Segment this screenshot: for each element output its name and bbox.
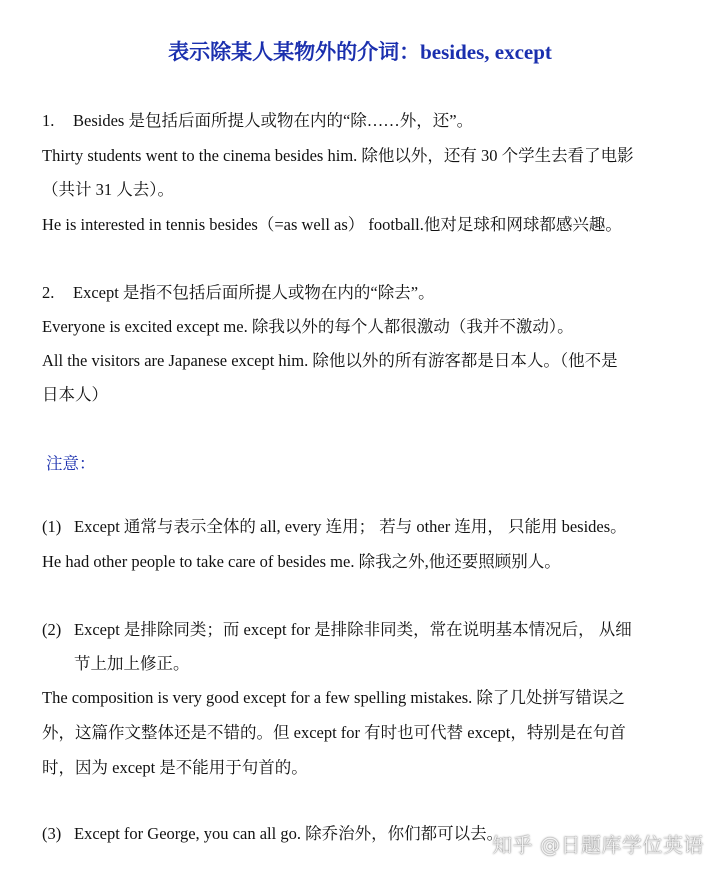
- section2-heading-text: Except 是指不包括后面所提人或物在内的“除去”。: [73, 283, 435, 302]
- note3-number: (3): [42, 824, 62, 843]
- note1-rule: [42, 516, 698, 538]
- note1-text: Except 通常与表示全体的 all, every 连用； 若与 other 连用， 只能用 besides。: [74, 517, 627, 536]
- section2-example1: Everyone is excited except me. 除我以外的每个人都很激动（我并不激动）。: [42, 317, 574, 336]
- note2-text-line1: Except 是排除同类；而 except for 是排除非同类，常在说明基本情况后， 从细: [74, 620, 632, 639]
- note2-rule: [42, 619, 698, 641]
- section2-number: 2.: [42, 283, 55, 302]
- page-title: 表示除某人某物外的介词：besides, except: [168, 40, 552, 64]
- note2-text-line2: 节上加上修正。: [74, 654, 190, 673]
- note-label: 注意：: [46, 454, 96, 473]
- note1-number: (1): [42, 517, 62, 536]
- note3-text: Except for George, you can all go. 除乔治外，你们都可以去。: [74, 824, 504, 843]
- note2-number: (2): [42, 620, 62, 639]
- zhihu-watermark: 知乎 @日题库学位英语: [492, 833, 704, 857]
- section1-example1-line1: Thirty students went to the cinema besides him. 除他以外，还有 30 个学生去看了电影: [42, 146, 634, 165]
- section1-heading: [42, 110, 698, 132]
- section2-example2-line2: 日本人）: [42, 385, 108, 404]
- section2-heading: [42, 282, 698, 304]
- section2-example2-line1: All the visitors are Japanese except him. 除他以外的所有游客都是日本人。（他不是: [42, 351, 618, 370]
- note2-example-line2: 外，这篇作文整体还是不错的。但 except for 有时也可代替 except，特别是在句首: [42, 723, 626, 742]
- note2-example-line3: 时，因为 except 是不能用于句首的。: [42, 758, 308, 777]
- note2-example-line1: The composition is very good except for a few spelling mistakes. 除了几处拼写错误之: [42, 688, 625, 707]
- note1-example: He had other people to take care of besides me. 除我之外,他还要照顾别人。: [42, 552, 561, 571]
- section1-heading-text: Besides 是包括后面所提人或物在内的“除……外，还”。: [73, 111, 474, 130]
- section1-number: 1.: [42, 111, 55, 130]
- section1-example2: He is interested in tennis besides（=as well as） football.他对足球和网球都感兴趣。: [42, 215, 622, 234]
- section1-example1-line2: （共计 31 人去）。: [42, 180, 174, 199]
